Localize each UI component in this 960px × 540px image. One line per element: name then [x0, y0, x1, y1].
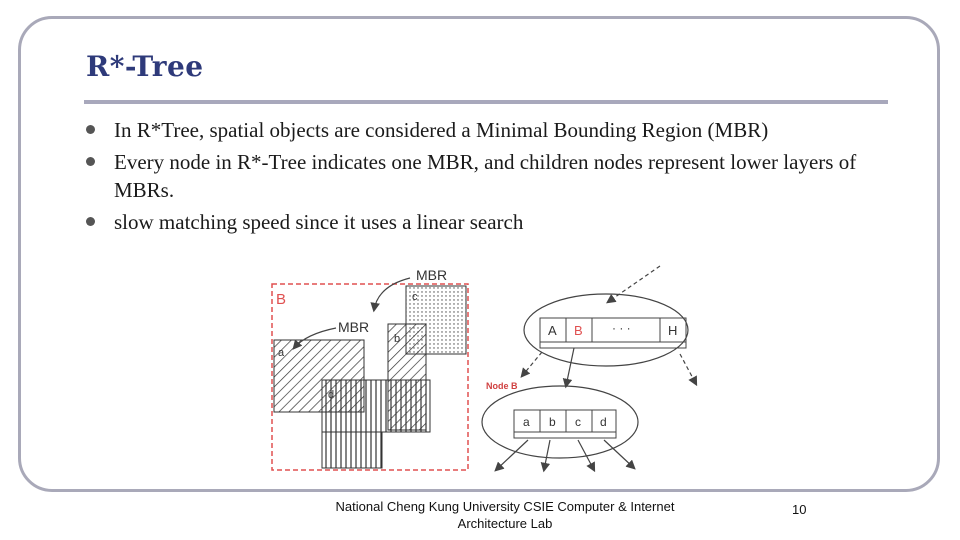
rtree-diagram [260, 262, 700, 476]
slide-title: R*-Tree [86, 50, 204, 83]
title-divider [84, 100, 888, 104]
mbr-region-d [322, 380, 430, 432]
bullet-dot-icon [86, 157, 95, 166]
root-node-entries [540, 318, 686, 348]
label-mbr-top: MBR [416, 267, 448, 283]
bullet-text: slow matching speed since it uses a linear search [114, 210, 524, 234]
node-b-entry-a: a [523, 415, 530, 429]
bullet-item [86, 116, 886, 144]
node-b-entry-c: c [575, 415, 581, 429]
arrow-child-1 [496, 440, 528, 470]
arrow-child-2 [544, 440, 550, 470]
bullet-dot-icon [86, 217, 95, 226]
label-mbr-mid: MBR [338, 319, 370, 335]
arrow-root-left [522, 352, 542, 376]
root-entry-b: B [574, 323, 583, 338]
label-d: d [328, 389, 335, 401]
root-entry-ellipsis: · · · [612, 321, 631, 335]
arrow-root-right [680, 354, 696, 384]
node-b-label: Node B [486, 381, 518, 391]
label-b-region: B [276, 291, 287, 308]
arrow-root-to-b [566, 348, 574, 386]
arrow-child-4 [604, 440, 634, 468]
bullet-list [86, 116, 886, 240]
label-b: b [394, 333, 401, 345]
bullet-dot-icon [86, 125, 95, 134]
node-b-entries [514, 410, 616, 438]
bullet-item [86, 148, 886, 204]
footer-institution: National Cheng Kung University CSIE Computer & Internet Architecture Lab [335, 499, 675, 531]
node-b-ellipse [482, 386, 638, 458]
node-b-entry-b: b [549, 415, 556, 429]
bullet-text: Every node in R*-Tree indicates one MBR, and children nodes represent lower layers of MBRs. [114, 150, 857, 202]
label-c: c [412, 291, 418, 303]
mbr-region-d-ext [322, 432, 382, 468]
bullet-text: In R*Tree, spatial objects are considered a Minimal Bounding Region (MBR) [114, 118, 769, 142]
root-entry-h: H [668, 323, 678, 338]
root-entry-a: A [548, 323, 557, 338]
curved-arrow-mbr-top [374, 278, 410, 310]
node-b-entry-d: d [600, 415, 607, 429]
label-a: a [278, 347, 285, 359]
bullet-item [86, 208, 886, 236]
page-number: 10 [792, 502, 807, 517]
